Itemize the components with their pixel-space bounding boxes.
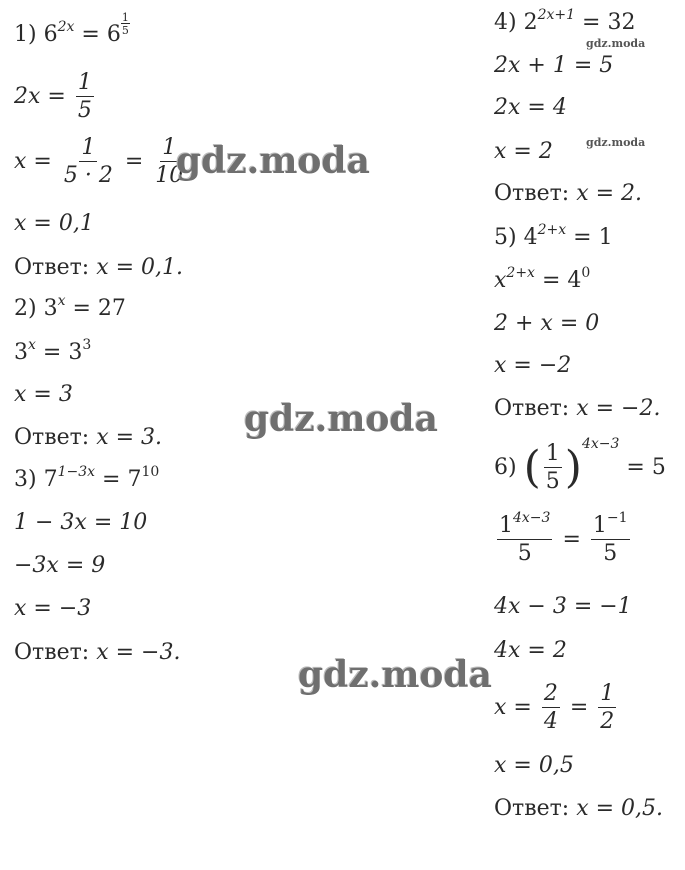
p2-step2: $3^x = 3^3$ [14, 337, 92, 365]
p4-step4: x = 2 [494, 139, 553, 164]
p6-step3: 4x − 3 = −1 [494, 594, 632, 619]
p5-equation: 5) $4^{2+x} = 1$ [494, 222, 613, 250]
fraction: $\frac{1^{4x-3}}{5}$ [499, 510, 551, 566]
p2-step3: x = 3 [14, 382, 73, 407]
watermark-logo: gdz.moda [176, 140, 370, 182]
p4-equation: 4) $2^{2x+1} = 32$ [494, 7, 636, 35]
fraction: $\frac{1}{5 \cdot 2}$ [63, 135, 113, 188]
p5-step3: 2 + x = 0 [494, 311, 600, 336]
watermark-logo: gdz.moda [586, 136, 646, 149]
p1-step2: 2x = $\frac{1}{5}$ [14, 70, 92, 123]
fraction: $\frac{1}{10}$ [155, 135, 184, 188]
p1-equation: 1) $6^{2x} = 6$ $\frac{1}{5}$ [14, 11, 129, 47]
p6-step2: $\frac{1^{4x-3}}{5}$ = $\frac{1^{-1}}{5}$ [499, 510, 628, 566]
fraction: $\frac{2}{4}$ [543, 681, 558, 734]
p1-step4: x = 0,1 [14, 211, 94, 236]
watermark-logo: gdz.moda [244, 398, 438, 440]
p4-step3: 2x = 4 [494, 95, 567, 120]
p1-rhs-exponent: $\frac{1}{5}$ [121, 11, 129, 37]
p5-step4: x = −2 [494, 353, 572, 378]
fraction: $\frac{1}{5}$ [77, 70, 92, 123]
p6-label: 6) [494, 455, 517, 480]
fraction: $\frac{1}{2}$ [600, 681, 615, 734]
fraction: $\frac{1^{-1}}{5}$ [592, 510, 628, 566]
p2-label: 2) [14, 296, 37, 321]
p6-step4: 4x = 2 [494, 638, 567, 663]
p3-step3: −3x = 9 [14, 553, 106, 578]
p6-equation: 6) ( $\frac{1}{5}$ )$^{4x-3}$ = 5 [494, 436, 666, 494]
fraction: $\frac{1}{5}$ [545, 441, 560, 494]
p1-answer: Ответ: x = 0,1. [14, 255, 184, 280]
p5-answer: Ответ: x = −2. [494, 396, 661, 421]
p3-label: 3) [14, 467, 37, 492]
p3-step2: 1 − 3x = 10 [14, 510, 148, 535]
p6-step6: x = 0,5 [494, 753, 574, 778]
p1-step3: x = $\frac{1}{5 \cdot 2}$ = $\frac{1}{10}$ [14, 135, 184, 188]
p4-label: 4) [494, 10, 517, 35]
p6-answer: Ответ: x = 0,5. [494, 796, 664, 821]
p4-step2: 2x + 1 = 5 [494, 53, 614, 78]
watermark-logo: gdz.moda [586, 37, 646, 50]
p3-answer: Ответ: x = −3. [14, 640, 181, 665]
watermark-logo: gdz.moda [298, 654, 492, 696]
p1-label: 1) [14, 22, 37, 47]
p3-equation: 3) $7^{1-3x} = 7^{10}$ [14, 464, 160, 492]
p6-step5: x = $\frac{2}{4}$ = $\frac{1}{2}$ [494, 681, 615, 734]
p3-step4: x = −3 [14, 596, 92, 621]
p4-answer: Ответ: x = 2. [494, 181, 643, 206]
p5-label: 5) [494, 225, 517, 250]
p2-equation: 2) 3$^x$ = 27 [14, 293, 126, 321]
p2-answer: Ответ: x = 3. [14, 425, 163, 450]
p5-step2: $x^{2+x} = 4^0$ [494, 265, 591, 293]
